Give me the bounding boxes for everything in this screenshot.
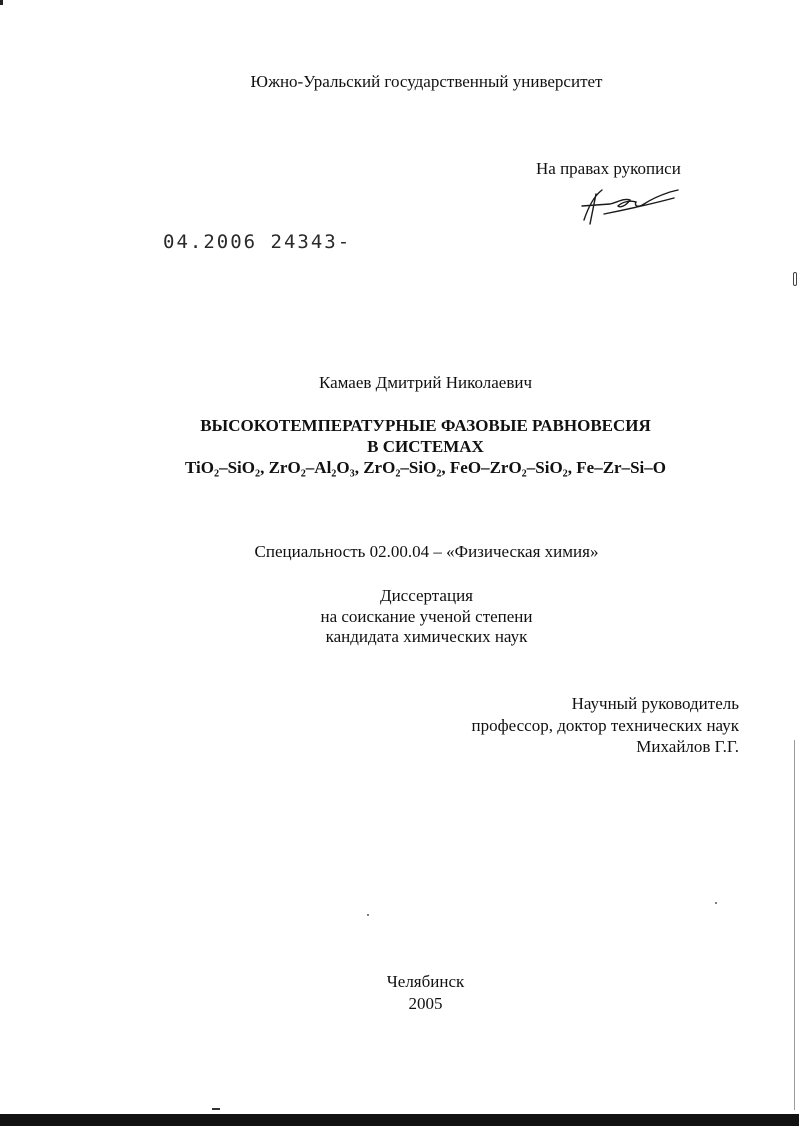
title-line-1: ВЫСОКОТЕМПЕРАТУРНЫЕ ФАЗОВЫЕ РАВНОВЕСИЯ (200, 416, 651, 435)
dissertation-purpose (27, 586, 799, 648)
manuscript-rights-note: На правах рукописи (536, 159, 681, 178)
title-line-2: В СИСТЕМАХ (367, 437, 484, 456)
specialty-line: Специальность 02.00.04 – «Физическая химия» (254, 542, 599, 561)
advisor-role: Научный руководитель (571, 694, 739, 713)
handwritten-signature (574, 184, 680, 226)
scan-speck (212, 1108, 220, 1110)
dissertation-label: Диссертация (379, 586, 473, 605)
year: 2005 (408, 994, 443, 1013)
scan-bottom-bar (0, 1114, 799, 1126)
scan-speck (715, 902, 717, 904)
author-name: Камаев Дмитрий Николаевич (319, 373, 532, 392)
city-name: Челябинск (386, 972, 465, 991)
scan-edge-line (794, 740, 795, 1110)
degree-name-line: кандидата химических наук (325, 627, 528, 646)
scan-speck (367, 914, 369, 916)
scan-edge-mark (793, 272, 797, 286)
dissertation-title (26, 415, 799, 478)
title-systems-line: TiO₂–SiO₂, ZrO₂–Al₂O₃, ZrO₂–SiO₂, FeO–ZrO₂–SiO₂, Fe–Zr–Si–O (185, 458, 666, 477)
advisor-degree: профессор, доктор технических наук (471, 715, 739, 735)
scientific-advisor-block (472, 693, 739, 758)
registration-stamp-number: 04.2006 24343- (163, 231, 352, 253)
university-name: Южно-Уральский государственный университет (250, 72, 603, 91)
city-year-block (26, 971, 799, 1015)
advisor-name: Михайлов Г.Г. (636, 737, 739, 756)
degree-seeking-line: на соискание ученой степени (320, 606, 533, 626)
scan-corner-mark (0, 0, 3, 5)
